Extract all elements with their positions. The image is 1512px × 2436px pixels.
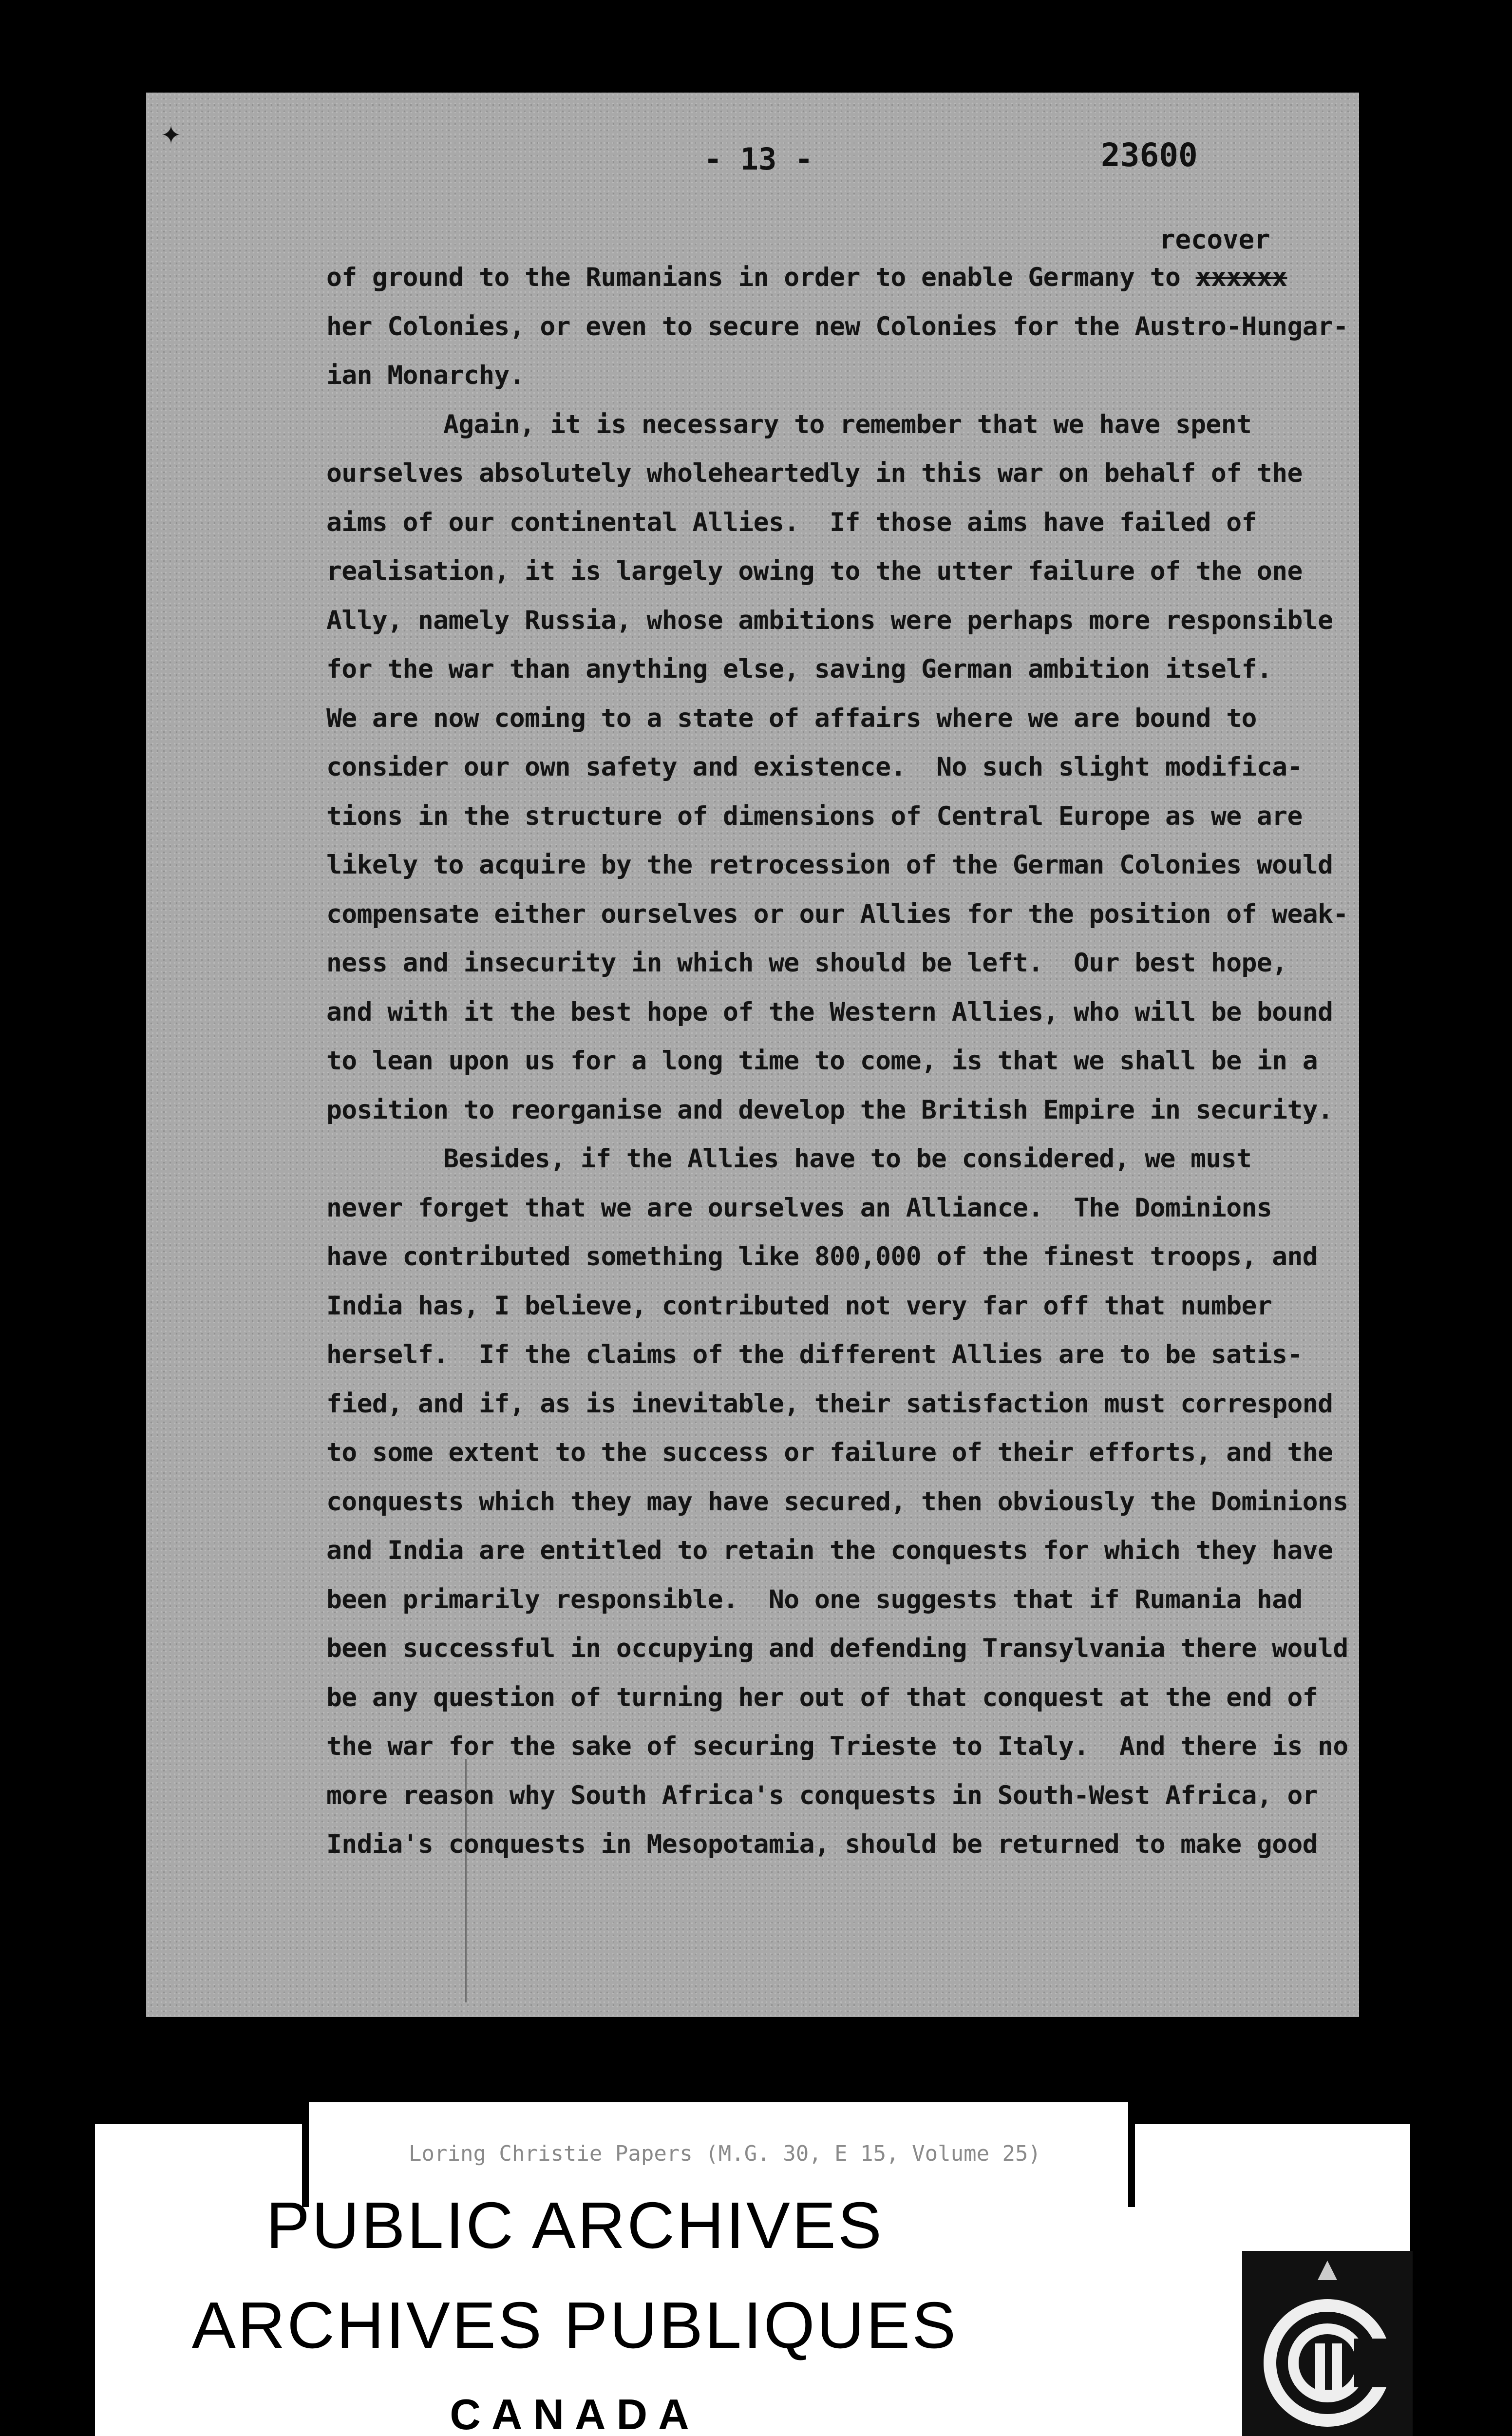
text-line: and with it the best hope of the Western Allies, who will be bound <box>326 997 1333 1027</box>
text-line: position to reorganise and develop the British Empire in security. <box>326 1095 1333 1125</box>
archive-title-english: PUBLIC ARCHIVES <box>266 2189 884 2262</box>
text-line: realisation, it is largely owing to the utter failure of the one <box>326 556 1303 586</box>
text-line: consider our own safety and existence. No such slight modifica- <box>326 752 1303 782</box>
text-line: conquests which they may have secured, then obviously the Dominions <box>326 1486 1348 1517</box>
text-line: and India are entitled to retain the conquests for which they have <box>326 1536 1333 1565</box>
text-line: fied, and if, as is inevitable, their satisfaction must correspond <box>326 1389 1333 1419</box>
text-line: India has, I believe, contributed not very far off that number <box>326 1291 1272 1321</box>
text-line: the war for the sake of securing Trieste to Italy. And there is no <box>326 1732 1348 1761</box>
archive-country: CANADA <box>450 2390 700 2436</box>
text-line: Besides, if the Allies have to be considered, we must <box>443 1144 1252 1174</box>
text-line: ourselves absolutely wholeheartedly in this war on behalf of the <box>326 458 1303 488</box>
text-line: Again, it is necessary to remember that we have spent <box>443 409 1252 439</box>
corner-mark: ✦ <box>161 112 182 152</box>
text-line: been primarily responsible. No one suggests that if Rumania had <box>326 1584 1303 1615</box>
text-line: Ally, namely Russia, whose ambitions were perhaps more responsible <box>326 605 1333 635</box>
text-line: likely to acquire by the retrocession of the German Colonies would <box>326 850 1333 880</box>
text-line: have contributed something like 800,000 of the finest troops, and <box>326 1242 1318 1272</box>
text-line: ness and insecurity in which we should be left. Our best hope, <box>326 948 1287 978</box>
text-line: aims of our continental Allies. If those aims have failed of <box>326 507 1257 537</box>
document-page <box>146 93 1359 2017</box>
text-line: her Colonies, or even to secure new Colonies for the Austro-Hungar- <box>326 311 1348 342</box>
text-line: tions in the structure of dimensions of Central Europe as we are <box>326 801 1303 831</box>
text-line: of ground to the Rumanians in order to enable Germany to xxxxxx <box>326 263 1287 292</box>
text-line: been successful in occupying and defending Transylvania there would <box>326 1634 1348 1663</box>
text-line: more reason why South Africa's conquests in South-West Africa, or <box>326 1780 1318 1810</box>
document-id: 23600 <box>1101 136 1198 174</box>
text-line: India's conquests in Mesopotamia, should be returned to make good <box>326 1829 1318 1859</box>
text-line: for the war than anything else, saving German ambition itself. <box>326 654 1272 684</box>
fiche-label: Loring Christie Papers (M.G. 30, E 15, Volume 25) <box>409 2141 1041 2166</box>
text-line: to some extent to the success or failure of their efforts, and the <box>326 1438 1333 1467</box>
document-body <box>326 253 1354 1869</box>
text-line: We are now coming to a state of affairs where we are bound to <box>326 703 1257 733</box>
text-line: ian Monarchy. <box>326 361 525 390</box>
text-line: compensate either ourselves or our Allies for the position of weak- <box>326 899 1348 929</box>
text-line: be any question of turning her out of that conquest at the end of <box>326 1682 1318 1713</box>
struck-word: xxxxxx <box>1195 263 1287 292</box>
text-line: herself. If the claims of the different Allies are to be satis- <box>326 1340 1303 1370</box>
handwritten-insertion: recover <box>1159 224 1270 255</box>
text-line: to lean upon us for a long time to come, is that we shall be in a <box>326 1046 1318 1076</box>
text-line: never forget that we are ourselves an Alliance. The Dominions <box>326 1193 1272 1223</box>
page-number: - 13 - <box>704 141 813 177</box>
archive-title-french: ARCHIVES PUBLIQUES <box>191 2288 958 2362</box>
public-archives-canada-logo-icon <box>1242 2251 1413 2436</box>
